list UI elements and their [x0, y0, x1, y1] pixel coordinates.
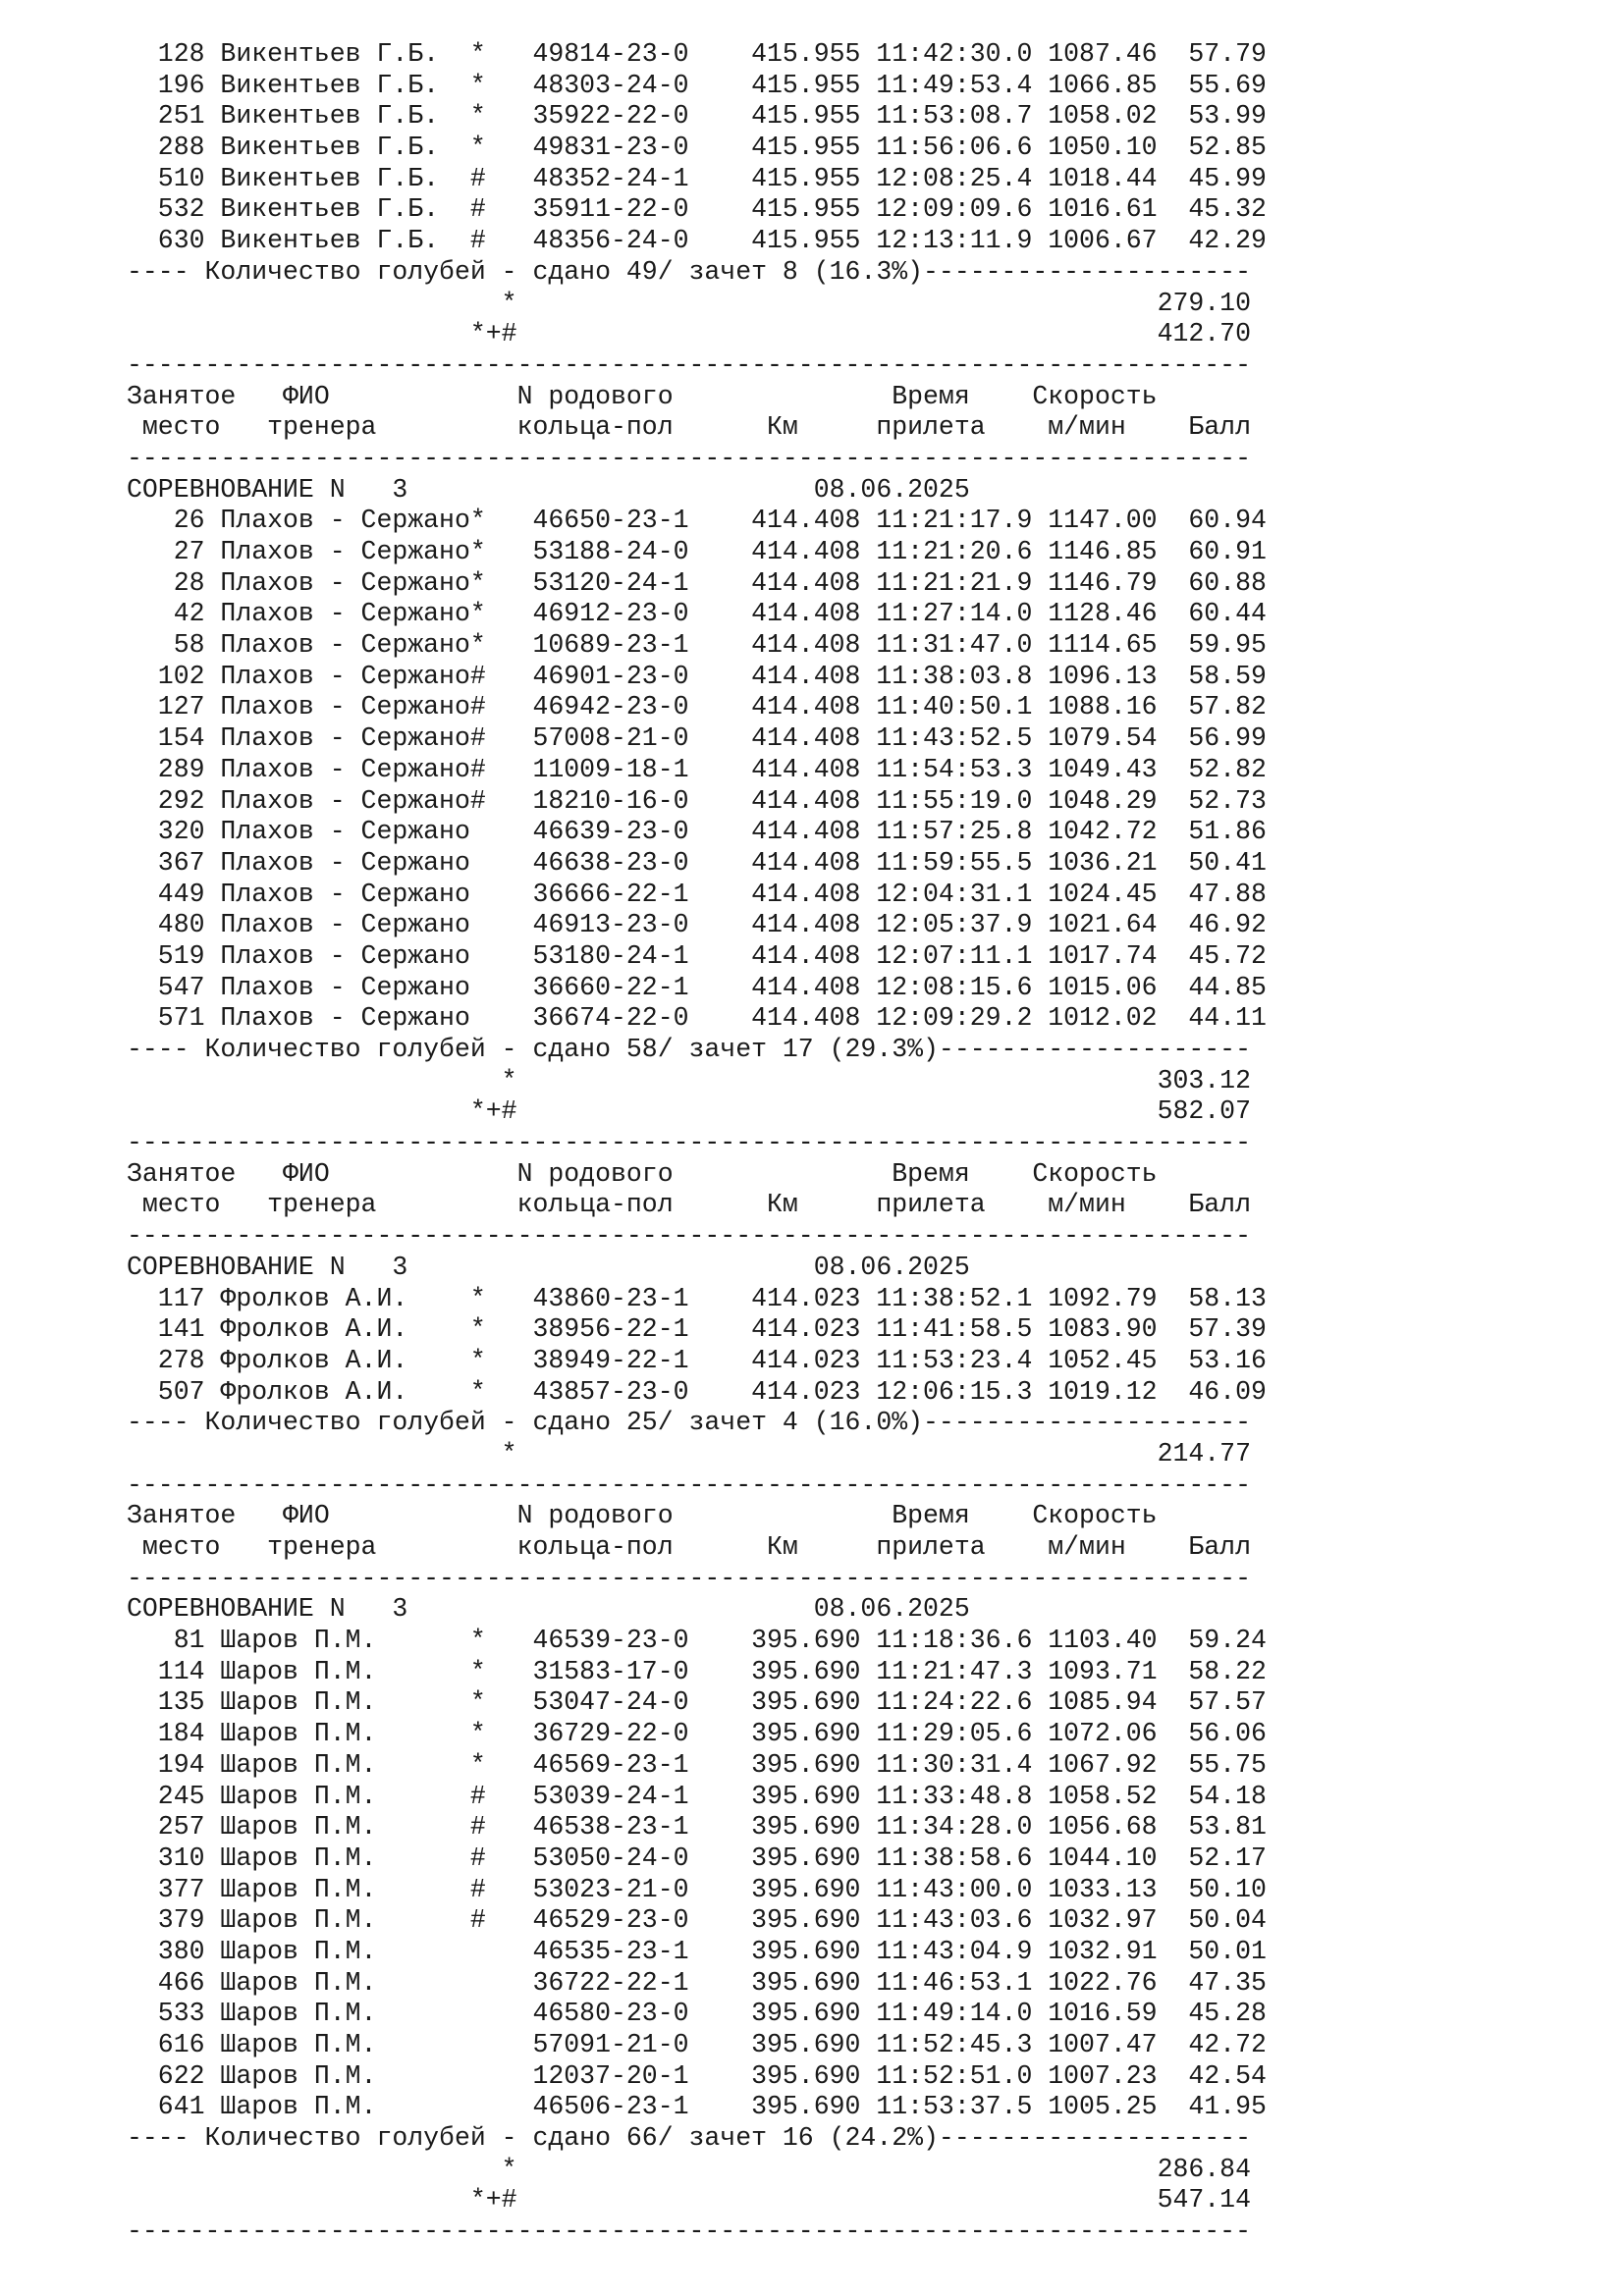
report-line: 194 Шаров П.М. * 46569-23-1 395.690 11:30:31.4 1067.92 55.75: [127, 1749, 1267, 1780]
report-line: ------------------------------------------------------------------------: [127, 349, 1251, 380]
report-line: 571 Плахов - Сержано 36674-22-0 414.408 12:09:29.2 1012.02 44.11: [127, 1003, 1267, 1034]
report-line: 377 Шаров П.М. # 53023-21-0 395.690 11:43:00.0 1033.13 50.10: [127, 1874, 1267, 1904]
report-line: 519 Плахов - Сержано 53180-24-1 414.408 12:07:11.1 1017.74 45.72: [127, 940, 1267, 971]
report-line: * 279.10: [127, 288, 1251, 318]
report-line: 466 Шаров П.М. 36722-22-1 395.690 11:46:53.1 1022.76 47.35: [127, 1967, 1267, 1998]
report-line: 26 Плахов - Сержано* 46650-23-1 414.408 11:21:17.9 1147.00 60.94: [127, 506, 1267, 536]
report-line: 58 Плахов - Сержано* 10689-23-1 414.408 11:31:47.0 1114.65 59.95: [127, 630, 1267, 661]
report-line: 616 Шаров П.М. 57091-21-0 395.690 11:52:45.3 1007.47 42.72: [127, 2030, 1267, 2059]
report-line: 289 Плахов - Сержано# 11009-18-1 414.408 11:54:53.3 1049.43 52.82: [127, 754, 1267, 784]
report-line: место тренера кольца-пол Км прилета м/мин Балл: [127, 1190, 1251, 1220]
report-line: 379 Шаров П.М. # 46529-23-0 395.690 11:43:03.6 1032.97 50.04: [127, 1905, 1267, 1936]
report-line: Занятое ФИО N родового Время Скорость: [127, 381, 1158, 411]
report-line: 310 Шаров П.М. # 53050-24-0 395.690 11:38:58.6 1044.10 52.17: [127, 1842, 1267, 1873]
report-line: 184 Шаров П.М. * 36729-22-0 395.690 11:29:05.6 1072.06 56.06: [127, 1719, 1267, 1749]
report-line: 480 Плахов - Сержано 46913-23-0 414.408 12:05:37.9 1021.64 46.92: [127, 910, 1267, 940]
report-line: 128 Викентьев Г.Б. * 49814-23-0 415.955 11:42:30.0 1087.46 57.79: [127, 39, 1267, 69]
report-line: ------------------------------------------------------------------------: [127, 1469, 1251, 1500]
report-line: ------------------------------------------------------------------------: [127, 1128, 1251, 1158]
report-line: *+# 412.70: [127, 319, 1251, 349]
report-line: 367 Плахов - Сержано 46638-23-0 414.408 11:59:55.5 1036.21 50.41: [127, 847, 1267, 878]
report-line: Занятое ФИО N родового Время Скорость: [127, 1158, 1158, 1189]
report-line: 28 Плахов - Сержано* 53120-24-1 414.408 11:21:21.9 1146.79 60.88: [127, 567, 1267, 598]
report-line: 102 Плахов - Сержано# 46901-23-0 414.408 11:38:03.8 1096.13 58.59: [127, 661, 1267, 691]
report-line: 42 Плахов - Сержано* 46912-23-0 414.408 11:27:14.0 1128.46 60.44: [127, 599, 1267, 629]
report-line: 630 Викентьев Г.Б. # 48356-24-0 415.955 12:13:11.9 1006.67 42.29: [127, 226, 1267, 256]
report-line: 127 Плахов - Сержано# 46942-23-0 414.408 11:40:50.1 1088.16 57.82: [127, 692, 1267, 722]
report-line: ------------------------------------------------------------------------: [127, 1221, 1251, 1252]
report-line: 278 Фролков А.И. * 38949-22-1 414.023 11:53:23.4 1052.45 53.16: [127, 1345, 1267, 1375]
report-line: ---- Количество голубей - сдано 49/ зачет 8 (16.3%)---------------------: [127, 256, 1251, 287]
report-line: 196 Викентьев Г.Б. * 48303-24-0 415.955 11:49:53.4 1066.85 55.69: [127, 70, 1267, 100]
report-line: * 303.12: [127, 1065, 1251, 1095]
report-line: 292 Плахов - Сержано# 18210-16-0 414.408 11:55:19.0 1048.29 52.73: [127, 785, 1267, 816]
report-line: 507 Фролков А.И. * 43857-23-0 414.023 12:06:15.3 1019.12 46.09: [127, 1376, 1267, 1407]
report-line: 320 Плахов - Сержано 46639-23-0 414.408 11:57:25.8 1042.72 51.86: [127, 817, 1267, 847]
report-line: СОРЕВНОВАНИЕ N 3 08.06.2025: [127, 474, 970, 505]
report-line: 641 Шаров П.М. 46506-23-1 395.690 11:53:37.5 1005.25 41.95: [127, 2092, 1267, 2122]
report-line: 245 Шаров П.М. # 53039-24-1 395.690 11:33:48.8 1058.52 54.18: [127, 1781, 1267, 1811]
report-line: * 286.84: [127, 2154, 1251, 2184]
report-line: 288 Викентьев Г.Б. * 49831-23-0 415.955 11:56:06.6 1050.10 52.85: [127, 133, 1267, 163]
report-line: 27 Плахов - Сержано* 53188-24-0 414.408 11:21:20.6 1146.85 60.91: [127, 537, 1267, 566]
report-line: 622 Шаров П.М. 12037-20-1 395.690 11:52:51.0 1007.23 42.54: [127, 2060, 1267, 2091]
report-line: ------------------------------------------------------------------------: [127, 1563, 1251, 1593]
report-line: 547 Плахов - Сержано 36660-22-1 414.408 12:08:15.6 1015.06 44.85: [127, 972, 1267, 1002]
report-line: 380 Шаров П.М. 46535-23-1 395.690 11:43:04.9 1032.91 50.01: [127, 1936, 1267, 1966]
report-line: ---- Количество голубей - сдано 66/ зачет 16 (24.2%)--------------------: [127, 2123, 1251, 2154]
report-line: 81 Шаров П.М. * 46539-23-0 395.690 11:18:36.6 1103.40 59.24: [127, 1626, 1267, 1656]
report-line: 141 Фролков А.И. * 38956-22-1 414.023 11:41:58.5 1083.90 57.39: [127, 1314, 1267, 1345]
report-line: 257 Шаров П.М. # 46538-23-1 395.690 11:34:28.0 1056.68 53.81: [127, 1812, 1267, 1842]
report-line: 154 Плахов - Сержано# 57008-21-0 414.408 11:43:52.5 1079.54 56.99: [127, 723, 1267, 754]
report-line: Занятое ФИО N родового Время Скорость: [127, 1501, 1158, 1531]
report-line: ---- Количество голубей - сдано 58/ зачет 17 (29.3%)--------------------: [127, 1035, 1251, 1064]
report-line: 533 Шаров П.М. 46580-23-0 395.690 11:49:14.0 1016.59 45.28: [127, 1999, 1267, 2029]
report-line: 532 Викентьев Г.Б. # 35911-22-0 415.955 12:09:09.6 1016.61 45.32: [127, 194, 1267, 225]
report-line: место тренера кольца-пол Км прилета м/мин Балл: [127, 412, 1251, 443]
report-line: *+# 547.14: [127, 2185, 1251, 2216]
report-line: ------------------------------------------------------------------------: [127, 2216, 1251, 2247]
report-line: место тренера кольца-пол Км прилета м/мин Балл: [127, 1532, 1251, 1562]
report-line: СОРЕВНОВАНИЕ N 3 08.06.2025: [127, 1252, 970, 1282]
results-printout: [127, 39, 1267, 2248]
report-line: ------------------------------------------------------------------------: [127, 443, 1251, 473]
report-line: 114 Шаров П.М. * 31583-17-0 395.690 11:21:47.3 1093.71 58.22: [127, 1656, 1267, 1686]
report-line: СОРЕВНОВАНИЕ N 3 08.06.2025: [127, 1594, 970, 1625]
report-line: 449 Плахов - Сержано 36666-22-1 414.408 12:04:31.1 1024.45 47.88: [127, 879, 1267, 909]
report-line: * 214.77: [127, 1438, 1251, 1468]
report-line: 251 Викентьев Г.Б. * 35922-22-0 415.955 11:53:08.7 1058.02 53.99: [127, 101, 1267, 132]
report-line: 510 Викентьев Г.Б. # 48352-24-1 415.955 12:08:25.4 1018.44 45.99: [127, 163, 1267, 193]
report-line: 117 Фролков А.И. * 43860-23-1 414.023 11:38:52.1 1092.79 58.13: [127, 1283, 1267, 1313]
report-line: *+# 582.07: [127, 1096, 1251, 1127]
report-line: ---- Количество голубей - сдано 25/ зачет 4 (16.0%)---------------------: [127, 1408, 1251, 1438]
report-line: 135 Шаров П.М. * 53047-24-0 395.690 11:24:22.6 1085.94 57.57: [127, 1687, 1267, 1718]
